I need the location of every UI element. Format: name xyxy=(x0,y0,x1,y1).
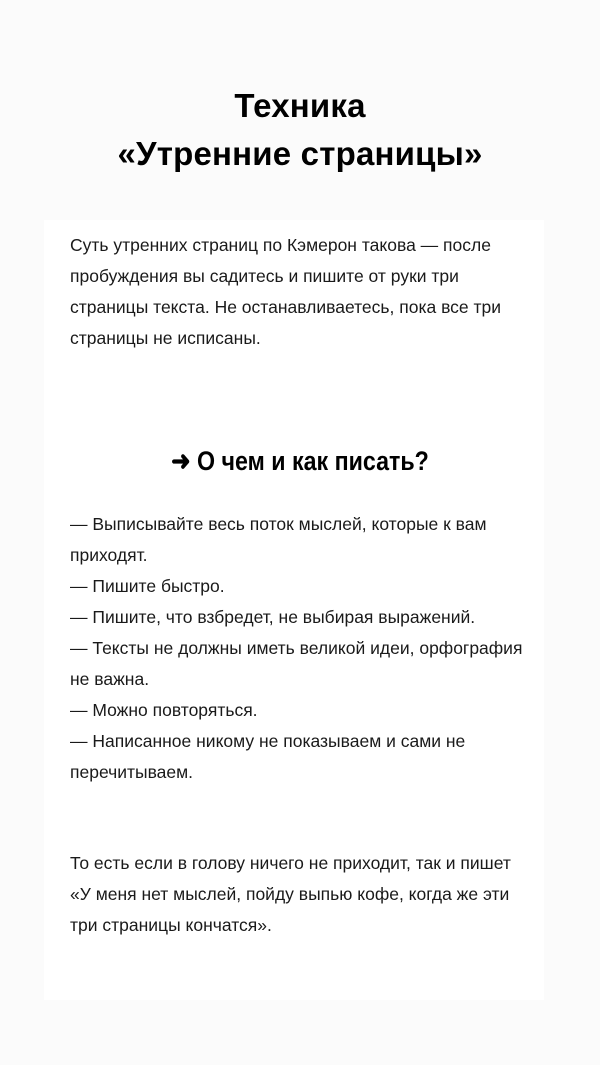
list-item: — Тексты не должны иметь великой идеи, орфография не важна. xyxy=(70,638,523,689)
list-item: — Выписывайте весь поток мыслей, которые к вам приходят. xyxy=(70,514,487,565)
conclusion-paragraph: То есть если в голову ничего не приходит, так и пишет «У меня нет мыслей, пойду выпью кофе, когда же эти три страницы кончатся». xyxy=(70,853,511,935)
list-item: — Написанное никому не показываем и сами не перечитываем. xyxy=(70,731,466,782)
list-item: — Можно повторяться. xyxy=(70,700,258,720)
rules-list xyxy=(70,509,530,788)
title-line-2: «Утренние страницы» xyxy=(117,135,483,172)
list-item: — Пишите, что взбредет, не выбирая выражений. xyxy=(70,607,476,627)
page-title xyxy=(0,82,600,178)
intro-paragraph: Суть утренних страниц по Кэмерон такова — после пробуждения вы садитесь и пишите от руки три страницы текста. Не останавливаетесь, пока все три страницы не исписаны. xyxy=(70,235,502,348)
list-item: — Пишите быстро. xyxy=(70,576,225,596)
section-heading: ➜ О чем и как писать? xyxy=(171,446,429,476)
title-line-1: Техника xyxy=(234,87,366,124)
